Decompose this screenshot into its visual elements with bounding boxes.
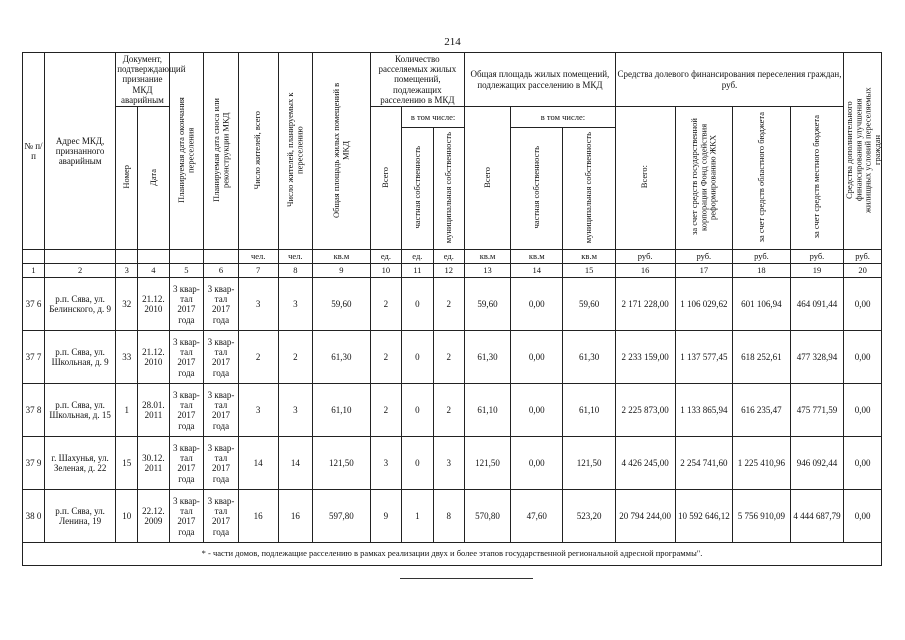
- cell-f-fund: 1 106 029,62: [675, 278, 733, 331]
- header-funds-group: Средства долевого финансирования переселения граждан, руб.: [615, 53, 843, 107]
- column-number-cell: 11: [402, 264, 433, 278]
- cell-priv: 0: [402, 384, 433, 437]
- cell-address: р.п. Сява, ул. Школьная, д. 15: [44, 384, 115, 437]
- column-number-cell: 1: [23, 264, 45, 278]
- cell-res-planned: 16: [278, 490, 313, 543]
- cell-mun: 2: [433, 331, 464, 384]
- table-row: [23, 490, 882, 543]
- cell-extra: 0,00: [844, 384, 882, 437]
- cell-area-priv: 0,00: [511, 437, 563, 490]
- cell-area: 61,10: [313, 384, 371, 437]
- cell-extra: 0,00: [844, 437, 882, 490]
- cell-num: 37 9: [23, 437, 45, 490]
- unit-cell: руб.: [615, 250, 675, 264]
- units-row: [23, 250, 882, 264]
- column-number-cell: 2: [44, 264, 115, 278]
- cell-res-planned: 3: [278, 278, 313, 331]
- footnote: * - части домов, подлежащие расселению в рамках реализации двух и более этапов государственной региональной адресной программы".: [23, 543, 882, 566]
- unit-cell: [204, 250, 239, 264]
- column-number-cell: 4: [138, 264, 169, 278]
- unit-cell: [116, 250, 138, 264]
- cell-mun: 2: [433, 278, 464, 331]
- cell-f-reg: 616 235,47: [733, 384, 791, 437]
- cell-f-fund: 1 137 577,45: [675, 331, 733, 384]
- cell-mun: 3: [433, 437, 464, 490]
- cell-rooms: 9: [370, 490, 401, 543]
- column-number-cell: 17: [675, 264, 733, 278]
- unit-cell: руб.: [733, 250, 791, 264]
- cell-doc-date: 28.01. 2011: [138, 384, 169, 437]
- unit-cell: чел.: [278, 250, 313, 264]
- header-funds-fund: за счет средств государственной корпорации Фонд содействия реформированию ЖКХ: [675, 107, 733, 250]
- column-number-cell: 20: [844, 264, 882, 278]
- header-area-municipal: муниципальная собственность: [563, 128, 615, 250]
- unit-cell: [44, 250, 115, 264]
- cell-area: 61,30: [313, 331, 371, 384]
- cell-f-fund: 1 133 865,94: [675, 384, 733, 437]
- cell-doc-num: 1: [116, 384, 138, 437]
- unit-cell: [23, 250, 45, 264]
- header-additional: Средства дополнительного финансирования улучшения жилищных условий переселяемых граждан: [844, 53, 882, 250]
- unit-cell: ед.: [402, 250, 433, 264]
- cell-address: г. Шахунья, ул. Зеленая, д. 22: [44, 437, 115, 490]
- cell-rooms: 2: [370, 278, 401, 331]
- header-planned-demolition: Планируемая дата сноса или реконструкции МКД: [204, 53, 239, 250]
- cell-area-priv: 47,60: [511, 490, 563, 543]
- column-number-cell: 8: [278, 264, 313, 278]
- cell-rooms: 3: [370, 437, 401, 490]
- unit-cell: руб.: [675, 250, 733, 264]
- cell-priv: 0: [402, 278, 433, 331]
- header-rooms-incl: в том числе:: [402, 107, 465, 128]
- cell-f-reg: 5 756 910,09: [733, 490, 791, 543]
- cell-f-total: 2 233 159,00: [615, 331, 675, 384]
- cell-demolish: 3 квар-тал 2017 года: [204, 384, 239, 437]
- cell-demolish: 3 квар-тал 2017 года: [204, 331, 239, 384]
- cell-resettle: 3 квар-тал 2017 года: [169, 331, 204, 384]
- cell-f-total: 2 171 228,00: [615, 278, 675, 331]
- cell-area-mun: 523,20: [563, 490, 615, 543]
- cell-doc-num: 15: [116, 437, 138, 490]
- header-living-area: Общая площадь жилых помещений в МКД: [313, 53, 371, 250]
- cell-f-total: 4 426 245,00: [615, 437, 675, 490]
- cell-rooms: 2: [370, 384, 401, 437]
- column-numbers-row: [23, 264, 882, 278]
- table-row: [23, 331, 882, 384]
- cell-resettle: 3 квар-тал 2017 года: [169, 490, 204, 543]
- header-residents-planned: Число жителей, планируемых к переселению: [278, 53, 313, 250]
- header-funds-total: Всего:: [615, 107, 675, 250]
- cell-demolish: 3 квар-тал 2017 года: [204, 278, 239, 331]
- column-number-cell: 7: [238, 264, 278, 278]
- unit-cell: чел.: [238, 250, 278, 264]
- table-row: [23, 384, 882, 437]
- header-funds-regional: за счет средств областного бюджета: [733, 107, 791, 250]
- column-number-cell: 12: [433, 264, 464, 278]
- header-doc-number: Номер: [116, 107, 138, 250]
- cell-f-loc: 464 091,44: [790, 278, 843, 331]
- unit-cell: ед.: [433, 250, 464, 264]
- cell-demolish: 3 квар-тал 2017 года: [204, 490, 239, 543]
- cell-f-loc: 475 771,59: [790, 384, 843, 437]
- cell-res-total: 3: [238, 384, 278, 437]
- cell-demolish: 3 квар-тал 2017 года: [204, 437, 239, 490]
- header-document: Документ, подтверждающий признание МКД аварийным: [117, 53, 186, 106]
- header-doc-date: Дата: [138, 107, 169, 250]
- cell-area-total: 570,80: [464, 490, 510, 543]
- cell-resettle: 3 квар-тал 2017 года: [169, 384, 204, 437]
- cell-area-priv: 0,00: [511, 331, 563, 384]
- column-number-cell: 10: [370, 264, 401, 278]
- cell-f-fund: 2 254 741,60: [675, 437, 733, 490]
- header-funds-local: за счет средств местного бюджета: [790, 107, 843, 250]
- column-number-cell: 19: [790, 264, 843, 278]
- cell-res-planned: 3: [278, 384, 313, 437]
- cell-num: 37 8: [23, 384, 45, 437]
- cell-area-mun: 59,60: [563, 278, 615, 331]
- cell-area-total: 61,30: [464, 331, 510, 384]
- cell-extra: 0,00: [844, 331, 882, 384]
- header-rooms-private: частная собственность: [402, 128, 433, 250]
- header-area-incl: в том числе:: [511, 107, 616, 128]
- cell-area-priv: 0,00: [511, 278, 563, 331]
- header-rooms-count: Количество расселяемых жилых помещений, подлежащих расселению в МКД: [370, 53, 464, 107]
- cell-address: р.п. Сява, ул. Ленина, 19: [44, 490, 115, 543]
- cell-address: р.п. Сява, ул. Школьная, д. 9: [44, 331, 115, 384]
- cell-f-reg: 618 252,61: [733, 331, 791, 384]
- unit-cell: кв.м: [313, 250, 371, 264]
- column-number-cell: 14: [511, 264, 563, 278]
- cell-priv: 0: [402, 437, 433, 490]
- cell-doc-num: 33: [116, 331, 138, 384]
- header-area-group: Общая площадь жилых помещений, подлежащих расселению в МКД: [464, 53, 615, 107]
- unit-cell: кв.м: [563, 250, 615, 264]
- header-rooms-total: Всего: [370, 107, 401, 250]
- page-number: 214: [444, 36, 461, 48]
- column-number-cell: 6: [204, 264, 239, 278]
- header-area-total: Всего: [464, 107, 510, 250]
- cell-num: 37 6: [23, 278, 45, 331]
- unit-cell: кв.м: [511, 250, 563, 264]
- cell-area-total: 61,10: [464, 384, 510, 437]
- unit-cell: ед.: [370, 250, 401, 264]
- header-planned-resettlement: Планируемая дата окончания переселения: [169, 53, 204, 250]
- cell-res-total: 2: [238, 331, 278, 384]
- column-number-cell: 13: [464, 264, 510, 278]
- cell-extra: 0,00: [844, 278, 882, 331]
- cell-f-loc: 4 444 687,79: [790, 490, 843, 543]
- unit-cell: руб.: [844, 250, 882, 264]
- header-num: № п/п: [23, 53, 45, 250]
- resettlement-table: [22, 52, 882, 566]
- cell-mun: 2: [433, 384, 464, 437]
- column-number-cell: 3: [116, 264, 138, 278]
- column-number-cell: 18: [733, 264, 791, 278]
- cell-num: 38 0: [23, 490, 45, 543]
- cell-num: 37 7: [23, 331, 45, 384]
- cell-area-mun: 61,10: [563, 384, 615, 437]
- cell-res-planned: 14: [278, 437, 313, 490]
- cell-f-loc: 946 092,44: [790, 437, 843, 490]
- column-number-cell: 9: [313, 264, 371, 278]
- cell-area: 597,80: [313, 490, 371, 543]
- cell-doc-num: 10: [116, 490, 138, 543]
- cell-priv: 1: [402, 490, 433, 543]
- unit-cell: [138, 250, 169, 264]
- cell-address: р.п. Сява, ул. Белинского, д. 9: [44, 278, 115, 331]
- cell-doc-date: 21.12. 2010: [138, 278, 169, 331]
- cell-res-planned: 2: [278, 331, 313, 384]
- cell-area-mun: 61,30: [563, 331, 615, 384]
- cell-priv: 0: [402, 331, 433, 384]
- table-row: [23, 437, 882, 490]
- column-number-cell: 16: [615, 264, 675, 278]
- unit-cell: [169, 250, 204, 264]
- cell-f-total: 2 225 873,00: [615, 384, 675, 437]
- unit-cell: руб.: [790, 250, 843, 264]
- cell-rooms: 2: [370, 331, 401, 384]
- cell-area-total: 121,50: [464, 437, 510, 490]
- cell-f-reg: 1 225 410,96: [733, 437, 791, 490]
- cell-area-priv: 0,00: [511, 384, 563, 437]
- column-number-cell: 15: [563, 264, 615, 278]
- cell-extra: 0,00: [844, 490, 882, 543]
- cell-doc-date: 30.12. 2011: [138, 437, 169, 490]
- header-rooms-municipal: муниципальная собственность: [433, 128, 464, 250]
- header-area-private: частная собственность: [511, 128, 563, 250]
- cell-doc-date: 22.12. 2009: [138, 490, 169, 543]
- cell-mun: 8: [433, 490, 464, 543]
- cell-f-reg: 601 106,94: [733, 278, 791, 331]
- cell-f-fund: 10 592 646,12: [675, 490, 733, 543]
- cell-doc-date: 21.12. 2010: [138, 331, 169, 384]
- unit-cell: кв.м: [464, 250, 510, 264]
- table-row: [23, 278, 882, 331]
- cell-res-total: 3: [238, 278, 278, 331]
- header-residents-total: Число жителей, всего: [238, 53, 278, 250]
- cell-doc-num: 32: [116, 278, 138, 331]
- bottom-rule: [400, 578, 533, 579]
- cell-area-total: 59,60: [464, 278, 510, 331]
- column-number-cell: 5: [169, 264, 204, 278]
- cell-area: 59,60: [313, 278, 371, 331]
- cell-resettle: 3 квар-тал 2017 года: [169, 278, 204, 331]
- cell-resettle: 3 квар-тал 2017 года: [169, 437, 204, 490]
- cell-res-total: 16: [238, 490, 278, 543]
- cell-res-total: 14: [238, 437, 278, 490]
- header-address: Адрес МКД, признанного аварийным: [44, 53, 115, 250]
- cell-f-total: 20 794 244,00: [615, 490, 675, 543]
- cell-area: 121,50: [313, 437, 371, 490]
- cell-f-loc: 477 328,94: [790, 331, 843, 384]
- cell-area-mun: 121,50: [563, 437, 615, 490]
